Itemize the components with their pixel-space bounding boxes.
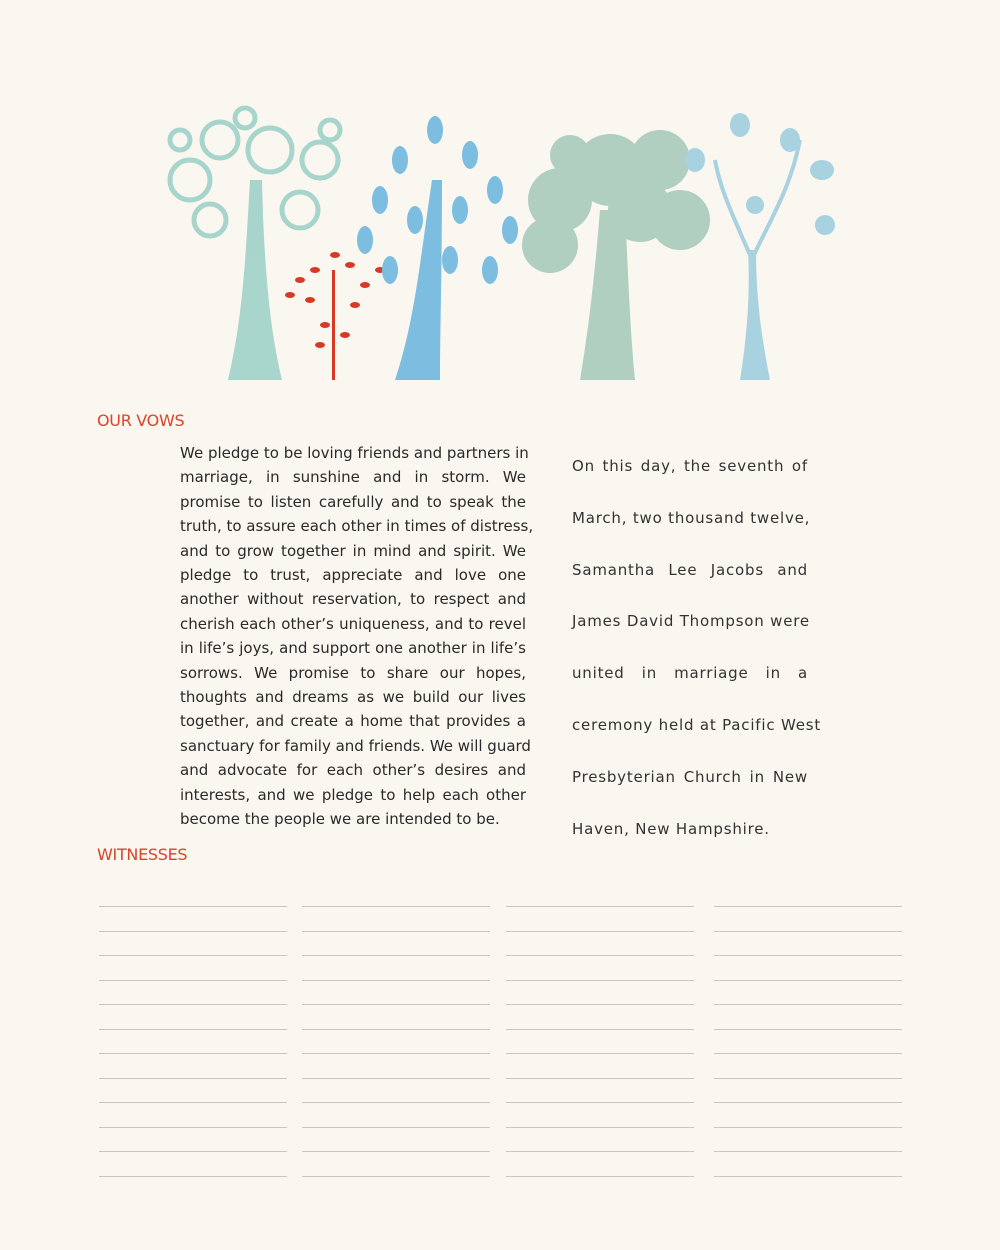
witness-signature-line[interactable]	[506, 1127, 694, 1128]
witness-signature-line[interactable]	[99, 1053, 287, 1054]
declaration-line: Presbyterian Church in New	[572, 767, 808, 786]
blue-leaf-tree-icon	[357, 116, 518, 380]
witness-signature-line[interactable]	[302, 1127, 490, 1128]
vows-text	[180, 441, 534, 832]
witness-signature-line[interactable]	[302, 1078, 490, 1079]
witness-signature-line[interactable]	[714, 1176, 902, 1177]
witness-signature-line[interactable]	[99, 980, 287, 981]
witness-signature-line[interactable]	[714, 955, 902, 956]
marriage-declaration	[572, 441, 822, 855]
witness-signature-line[interactable]	[714, 1151, 902, 1152]
declaration-line: March, two thousand twelve,	[572, 508, 811, 527]
witness-signature-line[interactable]	[99, 931, 287, 932]
red-tree-icon	[285, 252, 385, 380]
witness-signature-line[interactable]	[302, 1053, 490, 1054]
witness-signature-line[interactable]	[506, 980, 694, 981]
vows-line: in life’s joys, and support one another in life’s	[180, 639, 526, 658]
witness-signature-line[interactable]	[302, 1004, 490, 1005]
witness-signature-line[interactable]	[302, 1151, 490, 1152]
vows-line: promise to listen carefully and to speak the	[180, 492, 526, 511]
witness-signature-line[interactable]	[99, 1004, 287, 1005]
witness-signature-line[interactable]	[99, 1102, 287, 1103]
vows-line: sanctuary for family and friends. We will guard	[180, 736, 531, 755]
declaration-line: ceremony held at Pacific West	[572, 715, 822, 734]
witness-column	[99, 906, 287, 1200]
witness-signature-line[interactable]	[506, 1151, 694, 1152]
witness-signature-line[interactable]	[506, 1102, 694, 1103]
witness-column	[506, 906, 694, 1200]
witness-signature-line[interactable]	[714, 1029, 902, 1030]
witness-signature-line[interactable]	[99, 906, 287, 907]
witness-column	[302, 906, 490, 1200]
witness-signature-line[interactable]	[506, 1176, 694, 1177]
witness-signature-line[interactable]	[506, 1004, 694, 1005]
heart-leaf-tree-icon	[685, 113, 835, 380]
witness-signature-line[interactable]	[714, 980, 902, 981]
witness-signature-line[interactable]	[99, 1127, 287, 1128]
declaration-line: Samantha Lee Jacobs and	[572, 560, 808, 579]
witness-signature-line[interactable]	[506, 1053, 694, 1054]
witness-signature-line[interactable]	[714, 1078, 902, 1079]
vows-line: marriage, in sunshine and in storm. We	[180, 468, 526, 487]
witness-signature-line[interactable]	[302, 906, 490, 907]
witness-signature-line[interactable]	[99, 1029, 287, 1030]
witnesses-heading: WITNESSES	[97, 845, 188, 864]
witness-signature-line[interactable]	[302, 980, 490, 981]
witness-signature-line[interactable]	[506, 906, 694, 907]
vows-line: another without reservation, to respect and	[180, 590, 526, 609]
declaration-line: James David Thompson were	[572, 612, 810, 631]
witness-signature-line[interactable]	[714, 1004, 902, 1005]
witness-signature-line[interactable]	[302, 931, 490, 932]
witness-column	[714, 906, 902, 1200]
witness-signature-line[interactable]	[714, 1127, 902, 1128]
witness-signature-line[interactable]	[506, 1078, 694, 1079]
vows-heading: OUR VOWS	[97, 411, 185, 430]
vows-line: interests, and we pledge to help each other	[180, 785, 526, 804]
witness-signature-line[interactable]	[302, 1102, 490, 1103]
witness-signature-line[interactable]	[302, 1176, 490, 1177]
witness-signature-line[interactable]	[302, 1029, 490, 1030]
witness-signature-line[interactable]	[99, 955, 287, 956]
witness-signature-line[interactable]	[506, 931, 694, 932]
vows-line: together, and create a home that provides a	[180, 712, 526, 731]
witness-signature-line[interactable]	[506, 955, 694, 956]
vows-line: and advocate for each other’s desires and	[180, 761, 526, 780]
witness-signature-line[interactable]	[714, 906, 902, 907]
witness-signature-line[interactable]	[714, 1053, 902, 1054]
round-canopy-tree-icon	[522, 130, 710, 380]
vows-line: thoughts and dreams as we build our lives	[180, 688, 526, 707]
witness-signature-line[interactable]	[99, 1078, 287, 1079]
vows-line: become the people we are intended to be.	[180, 810, 500, 829]
trees-illustration	[150, 100, 850, 385]
witness-signature-line[interactable]	[99, 1151, 287, 1152]
declaration-line: united in marriage in a	[572, 664, 808, 683]
vows-line: cherish each other’s uniqueness, and to revel	[180, 614, 526, 633]
vows-line: and to grow together in mind and spirit. We	[180, 541, 526, 560]
witness-signature-line[interactable]	[506, 1029, 694, 1030]
witness-signature-line[interactable]	[302, 955, 490, 956]
witness-signature-line[interactable]	[714, 931, 902, 932]
witness-signature-line[interactable]	[99, 1176, 287, 1177]
vows-line: truth, to assure each other in times of distress,	[180, 517, 534, 536]
witness-signature-line[interactable]	[714, 1102, 902, 1103]
swirl-tree-icon	[170, 108, 340, 380]
vows-line: sorrows. We promise to share our hopes,	[180, 663, 526, 682]
declaration-line: Haven, New Hampshire.	[572, 819, 770, 838]
declaration-line: On this day, the seventh of	[572, 457, 808, 475]
vows-line: pledge to trust, appreciate and love one	[180, 566, 526, 585]
vows-line: We pledge to be loving friends and partners in	[180, 444, 529, 462]
